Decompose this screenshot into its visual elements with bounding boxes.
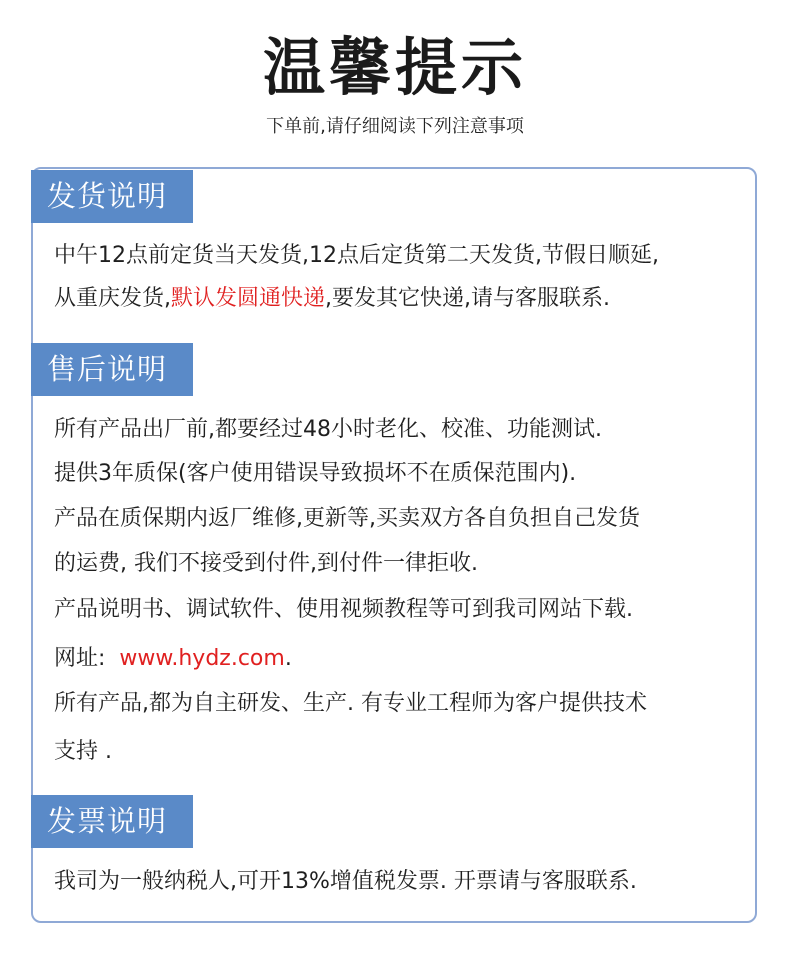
aftersales-line: 所有产品出厂前,都要经过48小时老化、校准、功能测试. <box>54 417 602 442</box>
website-end: . <box>284 646 292 671</box>
invoice-heading: 发票说明 <box>31 795 193 848</box>
shipping-heading: 发货说明 <box>31 170 193 223</box>
page-title: 温馨提示 <box>262 31 527 104</box>
shipping-line-2 <box>54 284 754 314</box>
aftersales-line: 所有产品,都为自主研发、生产. 有专业工程师为客户提供技术 <box>54 691 647 716</box>
aftersales-line: 支持 . <box>54 739 112 764</box>
aftersales-line: 的运费, 我们不接受到付件,到付件一律拒收. <box>54 551 478 576</box>
invoice-line: 我司为一般纳税人,可开13%增值税发票. 开票请与客服联系. <box>54 869 637 894</box>
page-subtitle: 下单前,请仔细阅读下列注意事项 <box>266 116 524 137</box>
shipping-line-2-start: 从重庆发货, <box>54 286 171 311</box>
shipping-line-1: 中午12点前定货当天发货,12点后定货第二天发货,节假日顺延, <box>54 243 659 268</box>
shipping-line-2-end: ,要发其它快递,请与客服联系. <box>325 286 610 311</box>
aftersales-heading: 售后说明 <box>31 343 193 396</box>
aftersales-line: 提供3年质保(客户使用错误导致损坏不在质保范围内). <box>54 461 577 486</box>
aftersales-line: 产品说明书、调试软件、使用视频教程等可到我司网站下载. <box>54 597 633 622</box>
website-link[interactable]: www.hydz.com <box>119 646 285 671</box>
default-courier-highlight: 默认发圆通快递 <box>171 286 326 311</box>
website-label: 网址: <box>54 646 120 671</box>
aftersales-line: 产品在质保期内返厂维修,更新等,买卖双方各自负担自己发货 <box>54 506 640 531</box>
website-line <box>54 644 754 674</box>
